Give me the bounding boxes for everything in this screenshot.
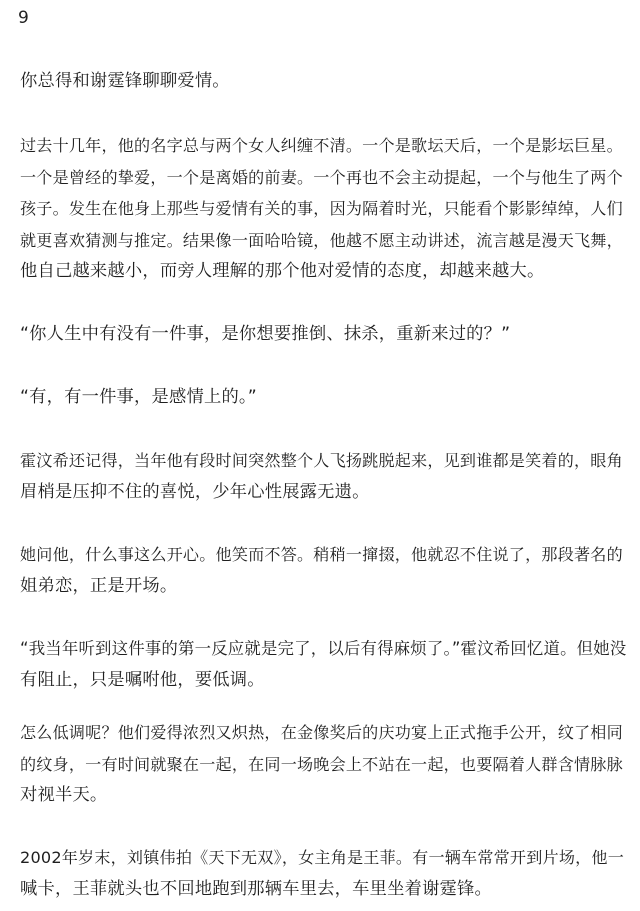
paragraph-answer (20, 382, 632, 414)
text-line: 孩子。发生在他身上那些与爱情有关的事，因为隔着时光，只能看个影影绰绰，人们 (20, 199, 623, 218)
paragraph-past-decade (20, 130, 632, 288)
text-line: “有，有一件事，是感情上的。” (20, 387, 257, 407)
text-line: 她问他，什么事这么开心。他笑而不答。稍稍一撺掇，他就忍不住说了，那段著名的 (20, 545, 623, 564)
text-line: 眉梢是压抑不住的喜悦，少年心性展露无遗。 (20, 481, 370, 502)
paragraph-question (20, 319, 632, 351)
paragraph-memory (20, 445, 632, 508)
text-line: “你人生中有没有一件事，是你想要推倒、抹杀，重新来过的？” (20, 324, 511, 344)
text-line: 你总得和谢霆锋聊聊爱情。 (20, 71, 230, 91)
page-number: 9 (18, 8, 29, 28)
paragraph-low-profile (20, 717, 632, 812)
text-line: 姐弟恋，正是开场。 (20, 575, 178, 596)
text-line: 对视半天。 (20, 785, 108, 805)
text-line: 他自己越来越小，而旁人理解的那个他对爱情的态度，却越来越大。 (20, 261, 545, 281)
text-line: 有阻止，只是嘱咐他，要低调。 (20, 669, 265, 690)
text-line: “我当年听到这件事的第一反应就是完了，以后有得麻烦了。”霍汶希回忆道。但她没 (20, 639, 627, 658)
text-line: 霍汶希还记得，当年他有段时间突然整个人飞扬跳脱起来，见到谁都是笑着的，眼角 (20, 451, 623, 470)
text-line: 怎么低调呢？他们爱得浓烈又炽热，在金像奖后的庆功宴上正式拖手公开，纹了相同 (20, 723, 623, 742)
paragraph-intro (20, 66, 632, 98)
text-line: 2002年岁末，刘镇伟拍《天下无双》，女主角是王菲。有一辆车常常开到片场，他一 (20, 848, 624, 867)
paragraph-2002 (20, 842, 632, 905)
text-line: 就更喜欢猜测与推定。结果像一面哈哈镜，他越不愿主动讲述，流言越是漫天飞舞， (20, 230, 623, 250)
text-line: 一个是曾经的挚爱，一个是离婚的前妻。一个再也不会主动提起，一个与他生了两个 (20, 167, 623, 187)
text-line: 过去十几年，他的名字总与两个女人纠缠不清。一个是歌坛天后，一个是影坛巨星。 (20, 136, 623, 155)
text-line: 喊卡，王菲就头也不回地跑到那辆车里去，车里坐着谢霆锋。 (20, 878, 492, 899)
paragraph-quote (20, 633, 632, 696)
text-line: 的纹身，一有时间就聚在一起，在同一场晚会上不站在一起，也要隔着人群含情脉脉 (20, 754, 623, 774)
paragraph-asked (20, 539, 632, 602)
